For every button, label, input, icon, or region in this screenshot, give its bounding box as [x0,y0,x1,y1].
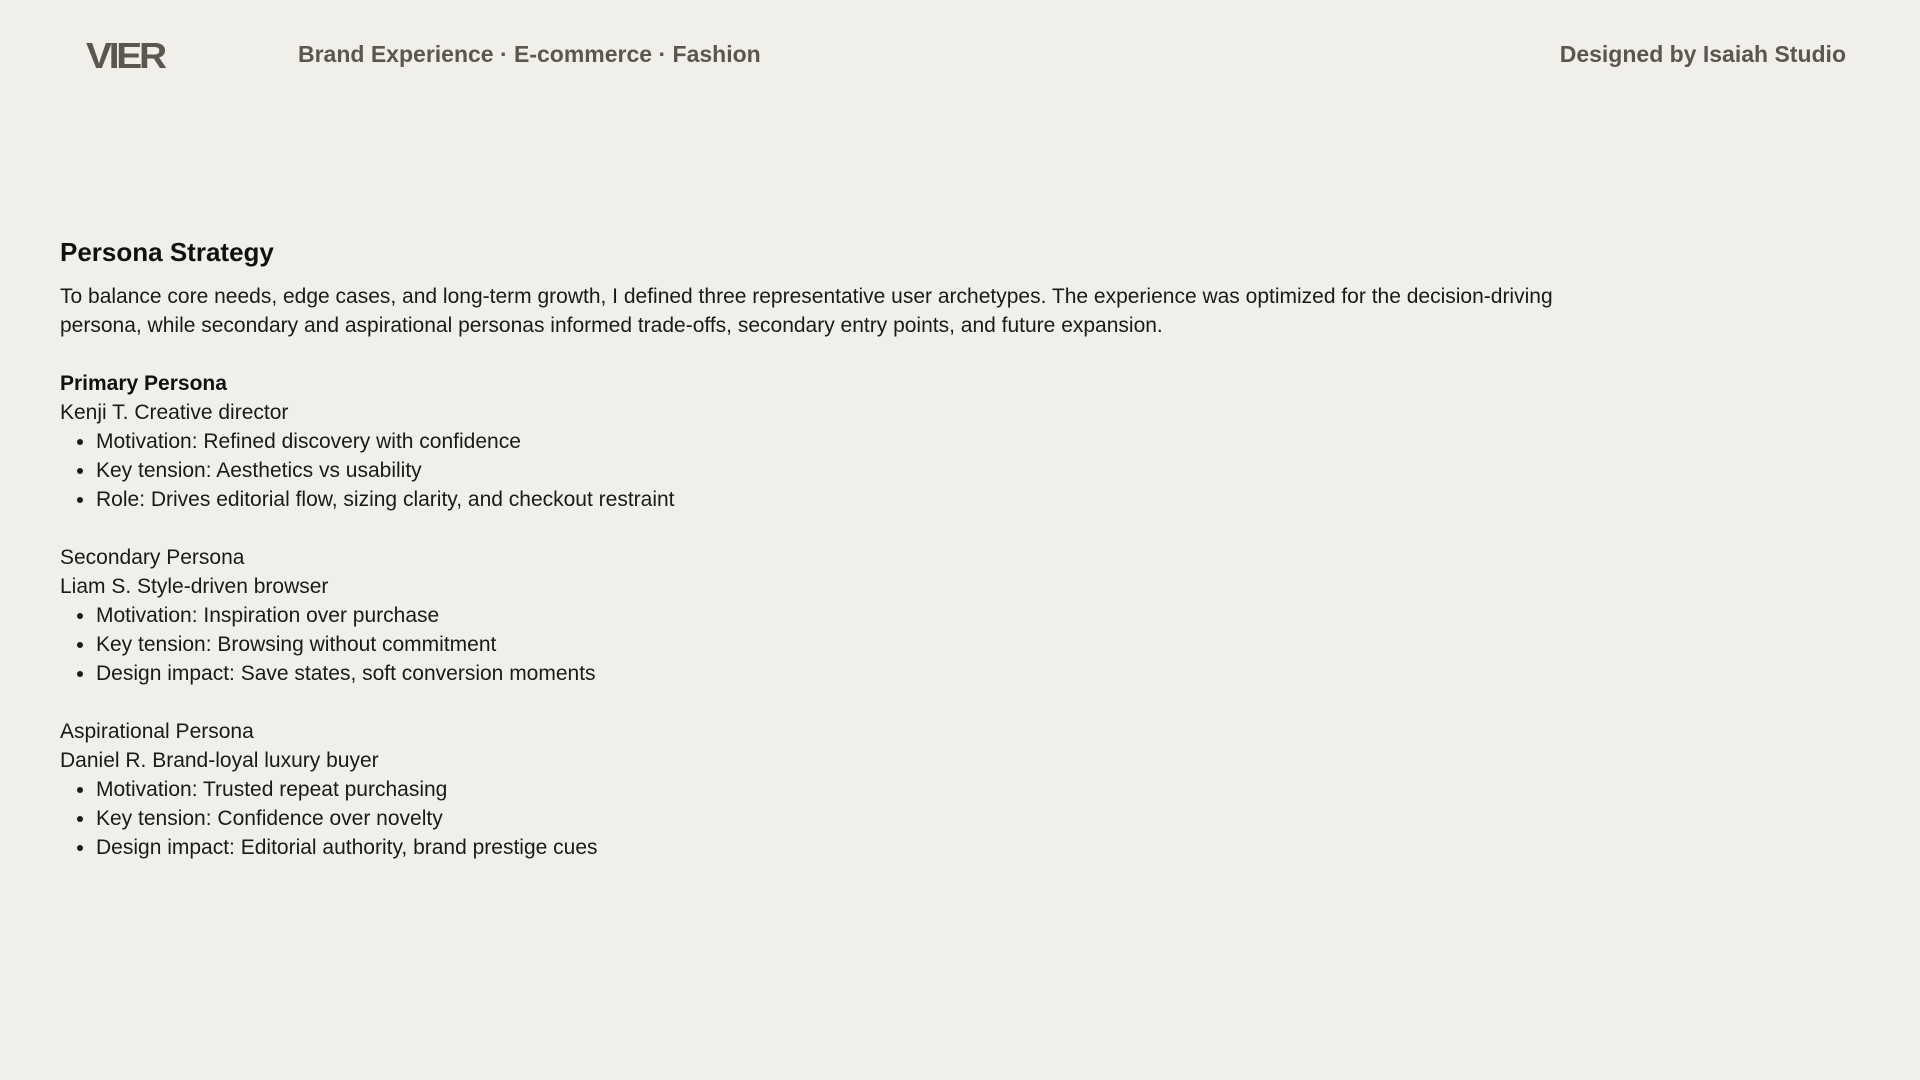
persona-name: Liam S. Style-driven browser [60,575,329,598]
intro-paragraph: To balance core needs, edge cases, and long-term growth, I defined three representative user archetypes. The experience was optimized for the decision-driving persona, while secondary and aspirational personas informed trade-offs, secondary entry points, and future expansion. [60,285,1553,337]
persona-strategy-section [60,236,1600,891]
brand-logo: VIER [86,35,164,76]
list-item: • Motivation: Trusted repeat purchasing [96,775,1600,804]
persona-heading: Secondary Persona [60,546,245,569]
secondary-persona [60,543,1600,688]
persona-heading: Aspirational Persona [60,720,254,743]
list-item: • Motivation: Inspiration over purchase [96,601,1600,630]
list-item: • Role: Drives editorial flow, sizing clarity, and checkout restraint [96,485,1600,514]
page-title: Persona Strategy [60,237,274,267]
persona-points-list [60,775,1600,862]
persona-heading: Primary Persona [60,372,227,395]
primary-persona [60,369,1600,514]
list-item: • Design impact: Editorial authority, brand prestige cues [96,833,1600,862]
list-item: • Key tension: Aesthetics vs usability [96,456,1600,485]
aspirational-persona [60,717,1600,862]
list-item: • Motivation: Refined discovery with confidence [96,427,1600,456]
persona-points-list [60,601,1600,688]
persona-points-list [60,427,1600,514]
persona-name: Kenji T. Creative director [60,401,289,424]
designer-credit: Designed by Isaiah Studio [1559,41,1846,67]
persona-name: Daniel R. Brand-loyal luxury buyer [60,749,379,772]
top-bar [0,0,1920,110]
list-item: • Design impact: Save states, soft conversion moments [96,659,1600,688]
list-item: • Key tension: Confidence over novelty [96,804,1600,833]
list-item: • Key tension: Browsing without commitment [96,630,1600,659]
project-tagline: Brand Experience · E-commerce · Fashion [298,41,761,67]
